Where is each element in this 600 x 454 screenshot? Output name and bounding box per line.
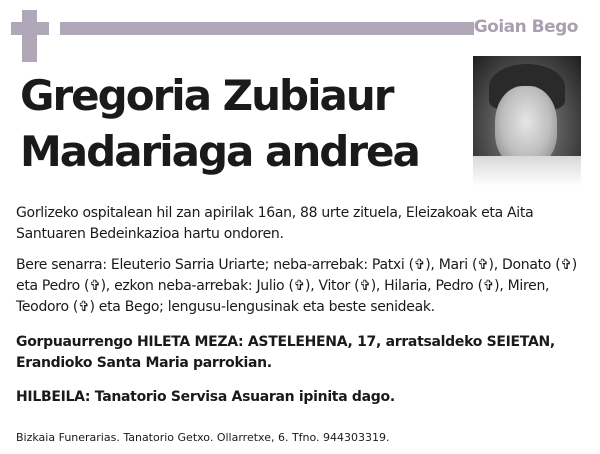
- brand-label: Goian Bego: [473, 17, 578, 37]
- portrait-collar: [473, 156, 581, 186]
- funeral-mass-paragraph: Gorpuaurrengo HILETA MEZA: ASTELEHENA, 17, arratsaldeko SEIETAN, Erandioko Santa Maria parrokian.: [16, 334, 555, 371]
- deceased-name: [20, 68, 470, 180]
- portrait-photo: [473, 56, 581, 186]
- cross-horizontal-bar: [11, 22, 49, 35]
- cross-vertical-bar: [22, 10, 37, 62]
- wake-paragraph: HILBEILA: Tanatorio Servisa Asuaran ipinita dago.: [16, 389, 395, 405]
- relatives-paragraph: Bere senarra: Eleuterio Sarria Uriarte; neba-arrebak: Patxi (✞), Mari (✞), Donato (✞) eta Pedro (✞), ezkon neba-arrebak: Julio (✞), Vitor (✞), Hilaria, Pedro (✞), Miren, Teodoro (✞) eta Bego; lengusu-lengusinak eta beste senideak.: [16, 257, 577, 315]
- deceased-name-line1: Gregoria Zubiaur: [20, 71, 393, 120]
- footer-contact: Bizkaia Funerarias. Tanatorio Getxo. Ollarretxe, 6. Tfno. 944303319.: [16, 431, 390, 444]
- header-divider-bar: [60, 22, 474, 35]
- portrait-face: [495, 86, 557, 166]
- deceased-name-line2: Madariaga andrea: [20, 127, 419, 176]
- death-notice-paragraph: Gorlizeko ospitalean hil zan apirilak 16an, 88 urte zituela, Eleizakoak eta Aita Santuaren Bedeinkazioa hartu ondoren.: [16, 205, 534, 242]
